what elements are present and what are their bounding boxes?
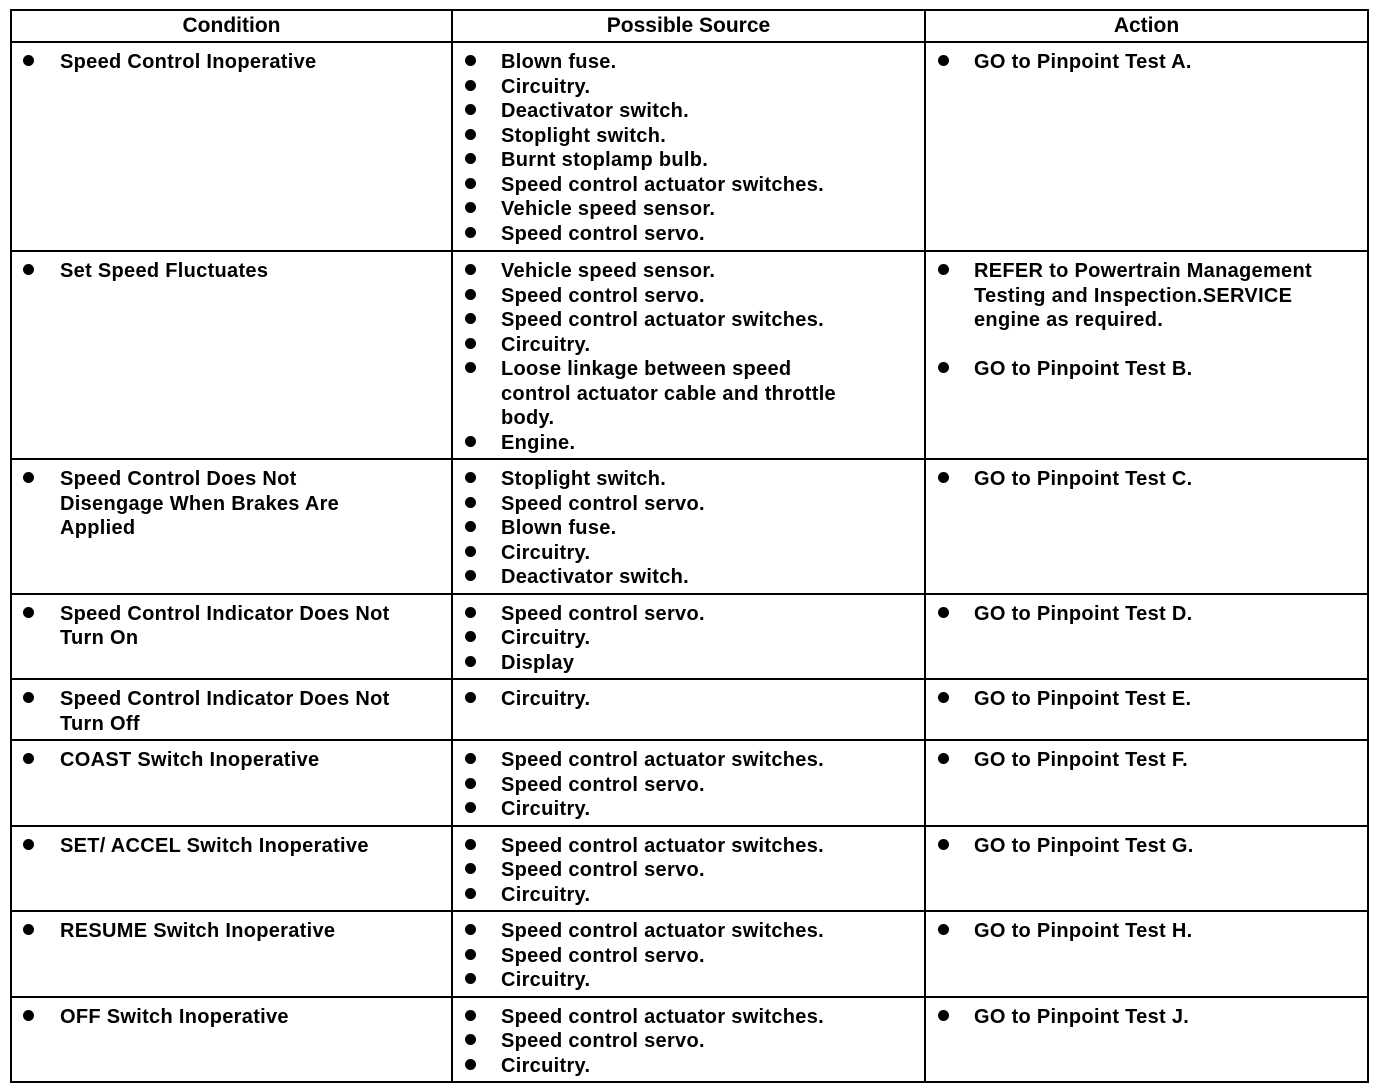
condition-text: Speed Control Inoperative	[60, 51, 317, 73]
table-row	[11, 997, 1368, 1083]
bullet-icon	[465, 153, 476, 164]
action-cell	[925, 679, 1368, 740]
bullet-icon	[465, 472, 476, 483]
list-item	[926, 602, 1367, 627]
bullet-icon	[23, 924, 34, 935]
list-item	[453, 516, 924, 541]
bullet-icon	[938, 1010, 949, 1021]
condition-cell	[11, 740, 452, 826]
list-item	[453, 687, 924, 712]
source-list	[453, 919, 924, 993]
source-text: Speed control servo.	[501, 492, 705, 515]
bullet-icon	[465, 227, 476, 238]
source-list	[453, 748, 924, 822]
list-item	[453, 883, 924, 908]
list-item	[453, 492, 924, 517]
bullet-icon	[465, 1059, 476, 1070]
list-item	[453, 467, 924, 492]
source-list	[453, 687, 924, 712]
bullet-icon	[465, 839, 476, 850]
source-list	[453, 1005, 924, 1079]
bullet-icon	[23, 753, 34, 764]
bullet-icon	[465, 607, 476, 618]
bullet-icon	[465, 1034, 476, 1045]
condition-text: Speed Control Indicator Does Not Turn On	[60, 602, 390, 649]
source-text: Speed control actuator switches.	[501, 749, 825, 771]
bullet-icon	[23, 264, 34, 275]
list-item	[453, 773, 924, 798]
bullet-icon	[23, 472, 34, 483]
action-text: GO to Pinpoint Test H.	[974, 920, 1193, 942]
list-item	[453, 797, 924, 822]
list-item	[453, 944, 924, 969]
bullet-icon	[465, 863, 476, 874]
source-text: Loose linkage between speed control actuator cable and throttle body.	[501, 358, 836, 429]
source-text: Circuitry.	[501, 333, 591, 356]
header-row	[11, 10, 1368, 42]
action-text: GO to Pinpoint Test E.	[974, 688, 1192, 710]
bullet-icon	[465, 178, 476, 189]
bullet-icon	[938, 264, 949, 275]
bullet-icon	[938, 55, 949, 66]
possible-source-cell	[452, 594, 925, 680]
source-text: Stoplight switch.	[501, 468, 667, 490]
bullet-icon	[465, 129, 476, 140]
condition-text: Set Speed Fluctuates	[60, 260, 269, 282]
source-text: Speed control actuator switches.	[501, 834, 825, 857]
list-item	[453, 222, 924, 247]
list-item	[926, 919, 1367, 944]
source-text: Display	[501, 651, 575, 674]
table-row	[11, 740, 1368, 826]
source-text: Blown fuse.	[501, 51, 617, 73]
table-body	[11, 42, 1368, 1082]
action-list	[926, 602, 1367, 627]
list-item	[453, 834, 924, 859]
source-text: Vehicle speed sensor.	[501, 260, 716, 282]
condition-list	[12, 259, 451, 284]
list-item	[12, 919, 451, 944]
bullet-icon	[465, 80, 476, 91]
condition-text: COAST Switch Inoperative	[60, 749, 320, 771]
condition-cell	[11, 42, 452, 251]
bullet-icon	[23, 55, 34, 66]
bullet-icon	[23, 607, 34, 618]
list-item	[12, 834, 451, 859]
action-text: GO to Pinpoint Test F.	[974, 749, 1188, 771]
action-cell	[925, 826, 1368, 912]
bullet-icon	[465, 631, 476, 642]
list-item	[12, 259, 451, 284]
list-item	[12, 50, 451, 75]
list-item	[926, 834, 1367, 859]
source-text: Circuitry.	[501, 75, 591, 98]
condition-list	[12, 50, 451, 75]
action-list	[926, 50, 1367, 75]
bullet-icon	[465, 546, 476, 557]
list-item	[453, 148, 924, 173]
action-list	[926, 919, 1367, 944]
action-cell	[925, 740, 1368, 826]
list-item	[453, 431, 924, 456]
table-row	[11, 826, 1368, 912]
list-item	[453, 259, 924, 284]
bullet-icon	[465, 289, 476, 300]
source-text: Speed control servo.	[501, 284, 705, 307]
source-text: Burnt stoplamp bulb.	[501, 149, 709, 171]
bullet-icon	[23, 1010, 34, 1021]
source-text: Circuitry.	[501, 627, 591, 649]
condition-cell	[11, 251, 452, 459]
bullet-icon	[465, 692, 476, 703]
possible-source-cell	[452, 42, 925, 251]
source-text: Deactivator switch.	[501, 100, 689, 122]
action-cell	[925, 42, 1368, 251]
list-item	[453, 565, 924, 590]
list-item	[12, 1005, 451, 1030]
condition-list	[12, 748, 451, 773]
possible-source-cell	[452, 997, 925, 1083]
action-text: GO to Pinpoint Test D.	[974, 602, 1193, 625]
bullet-icon	[465, 778, 476, 789]
bullet-icon	[465, 55, 476, 66]
condition-text: RESUME Switch Inoperative	[60, 920, 336, 942]
action-cell	[925, 459, 1368, 594]
bullet-icon	[938, 692, 949, 703]
source-text: Speed control servo.	[501, 944, 705, 967]
bullet-icon	[465, 436, 476, 447]
source-text: Speed control servo.	[501, 1030, 705, 1052]
action-list	[926, 259, 1367, 381]
list-item	[12, 748, 451, 773]
condition-list	[12, 602, 451, 651]
list-item	[926, 748, 1367, 773]
table-row	[11, 594, 1368, 680]
condition-cell	[11, 459, 452, 594]
condition-list	[12, 1005, 451, 1030]
action-text: GO to Pinpoint Test C.	[974, 468, 1193, 490]
list-item	[453, 541, 924, 566]
action-text: GO to Pinpoint Test A.	[974, 51, 1192, 73]
action-text: GO to Pinpoint Test B.	[974, 357, 1193, 380]
action-cell	[925, 594, 1368, 680]
source-text: Stoplight switch.	[501, 124, 667, 147]
possible-source-cell	[452, 911, 925, 997]
condition-list	[12, 834, 451, 859]
list-item	[926, 259, 1367, 333]
bullet-icon	[465, 521, 476, 532]
action-text: REFER to Powertrain Management Testing and Inspection.SERVICE engine as required.	[974, 260, 1312, 331]
action-list	[926, 1005, 1367, 1030]
bullet-icon	[465, 362, 476, 373]
list-item	[453, 651, 924, 676]
bullet-icon	[23, 692, 34, 703]
list-item	[453, 284, 924, 309]
action-list	[926, 834, 1367, 859]
possible-source-cell	[452, 679, 925, 740]
possible-source-cell	[452, 251, 925, 459]
list-item	[453, 602, 924, 627]
condition-cell	[11, 997, 452, 1083]
table-row	[11, 911, 1368, 997]
action-list	[926, 467, 1367, 492]
bullet-icon	[938, 924, 949, 935]
bullet-icon	[938, 472, 949, 483]
list-item	[453, 357, 924, 431]
bullet-icon	[938, 839, 949, 850]
bullet-icon	[465, 202, 476, 213]
bullet-icon	[465, 753, 476, 764]
list-item	[12, 467, 451, 541]
condition-cell	[11, 594, 452, 680]
source-text: Speed control actuator switches.	[501, 309, 825, 331]
bullet-icon	[465, 949, 476, 960]
list-item	[453, 1054, 924, 1079]
header-condition: Condition	[11, 10, 452, 42]
source-text: Circuitry.	[501, 883, 591, 906]
list-item	[453, 919, 924, 944]
list-item	[453, 626, 924, 651]
list-item	[453, 308, 924, 333]
bullet-icon	[465, 104, 476, 115]
action-cell	[925, 251, 1368, 459]
source-list	[453, 602, 924, 676]
source-list	[453, 50, 924, 246]
list-item	[453, 50, 924, 75]
source-list	[453, 834, 924, 908]
source-text: Engine.	[501, 431, 576, 454]
bullet-icon	[938, 362, 949, 373]
header-possible-source: Possible Source	[452, 10, 925, 42]
bullet-icon	[465, 924, 476, 935]
possible-source-cell	[452, 740, 925, 826]
source-text: Speed control actuator switches.	[501, 920, 825, 942]
list-item	[453, 1029, 924, 1054]
source-text: Circuitry.	[501, 688, 591, 710]
condition-text: Speed Control Indicator Does Not Turn Off	[60, 688, 390, 735]
table-row	[11, 251, 1368, 459]
table-row	[11, 679, 1368, 740]
list-item	[926, 467, 1367, 492]
bullet-icon	[465, 973, 476, 984]
condition-list	[12, 687, 451, 736]
bullet-icon	[465, 1010, 476, 1021]
bullet-icon	[465, 656, 476, 667]
condition-cell	[11, 826, 452, 912]
source-text: Vehicle speed sensor.	[501, 198, 716, 220]
bullet-icon	[465, 313, 476, 324]
condition-list	[12, 467, 451, 541]
list-item	[453, 333, 924, 358]
list-item	[12, 602, 451, 651]
bullet-icon	[23, 839, 34, 850]
list-item	[453, 197, 924, 222]
bullet-icon	[465, 264, 476, 275]
list-item	[453, 1005, 924, 1030]
bullet-icon	[938, 753, 949, 764]
possible-source-cell	[452, 459, 925, 594]
action-list	[926, 687, 1367, 712]
list-item	[453, 858, 924, 883]
source-text: Speed control servo.	[501, 859, 705, 881]
list-item	[926, 357, 1367, 382]
table-row	[11, 42, 1368, 251]
condition-text: OFF Switch Inoperative	[60, 1005, 289, 1028]
list-item	[926, 50, 1367, 75]
source-list	[453, 467, 924, 590]
list-item	[926, 687, 1367, 712]
action-list	[926, 748, 1367, 773]
list-item	[453, 968, 924, 993]
condition-text: Speed Control Does Not Disengage When Brakes Are Applied	[60, 468, 340, 539]
source-text: Circuitry.	[501, 1054, 591, 1077]
action-text: GO to Pinpoint Test G.	[974, 834, 1194, 857]
list-item	[12, 687, 451, 736]
source-text: Blown fuse.	[501, 517, 617, 539]
condition-list	[12, 919, 451, 944]
bullet-icon	[465, 802, 476, 813]
list-item	[453, 748, 924, 773]
action-cell	[925, 911, 1368, 997]
source-text: Speed control actuator switches.	[501, 173, 825, 196]
bullet-icon	[465, 338, 476, 349]
bullet-icon	[465, 570, 476, 581]
action-text: GO to Pinpoint Test J.	[974, 1005, 1190, 1028]
bullet-icon	[465, 497, 476, 508]
source-text: Speed control servo.	[501, 602, 705, 625]
possible-source-cell	[452, 826, 925, 912]
source-text: Circuitry.	[501, 541, 591, 564]
source-text: Speed control servo.	[501, 222, 705, 245]
bullet-icon	[465, 888, 476, 899]
source-text: Circuitry.	[501, 969, 591, 991]
bullet-icon	[938, 607, 949, 618]
list-item	[926, 1005, 1367, 1030]
condition-text: SET/ ACCEL Switch Inoperative	[60, 834, 369, 857]
list-item	[453, 173, 924, 198]
header-action: Action	[925, 10, 1368, 42]
action-cell	[925, 997, 1368, 1083]
diagnosis-table	[10, 9, 1369, 1083]
source-text: Circuitry.	[501, 798, 591, 820]
list-item	[453, 124, 924, 149]
source-text: Speed control actuator switches.	[501, 1005, 825, 1028]
condition-cell	[11, 911, 452, 997]
list-item	[453, 99, 924, 124]
source-list	[453, 259, 924, 455]
source-text: Deactivator switch.	[501, 566, 689, 588]
condition-cell	[11, 679, 452, 740]
list-item	[453, 75, 924, 100]
table-row	[11, 459, 1368, 594]
source-text: Speed control servo.	[501, 773, 705, 796]
